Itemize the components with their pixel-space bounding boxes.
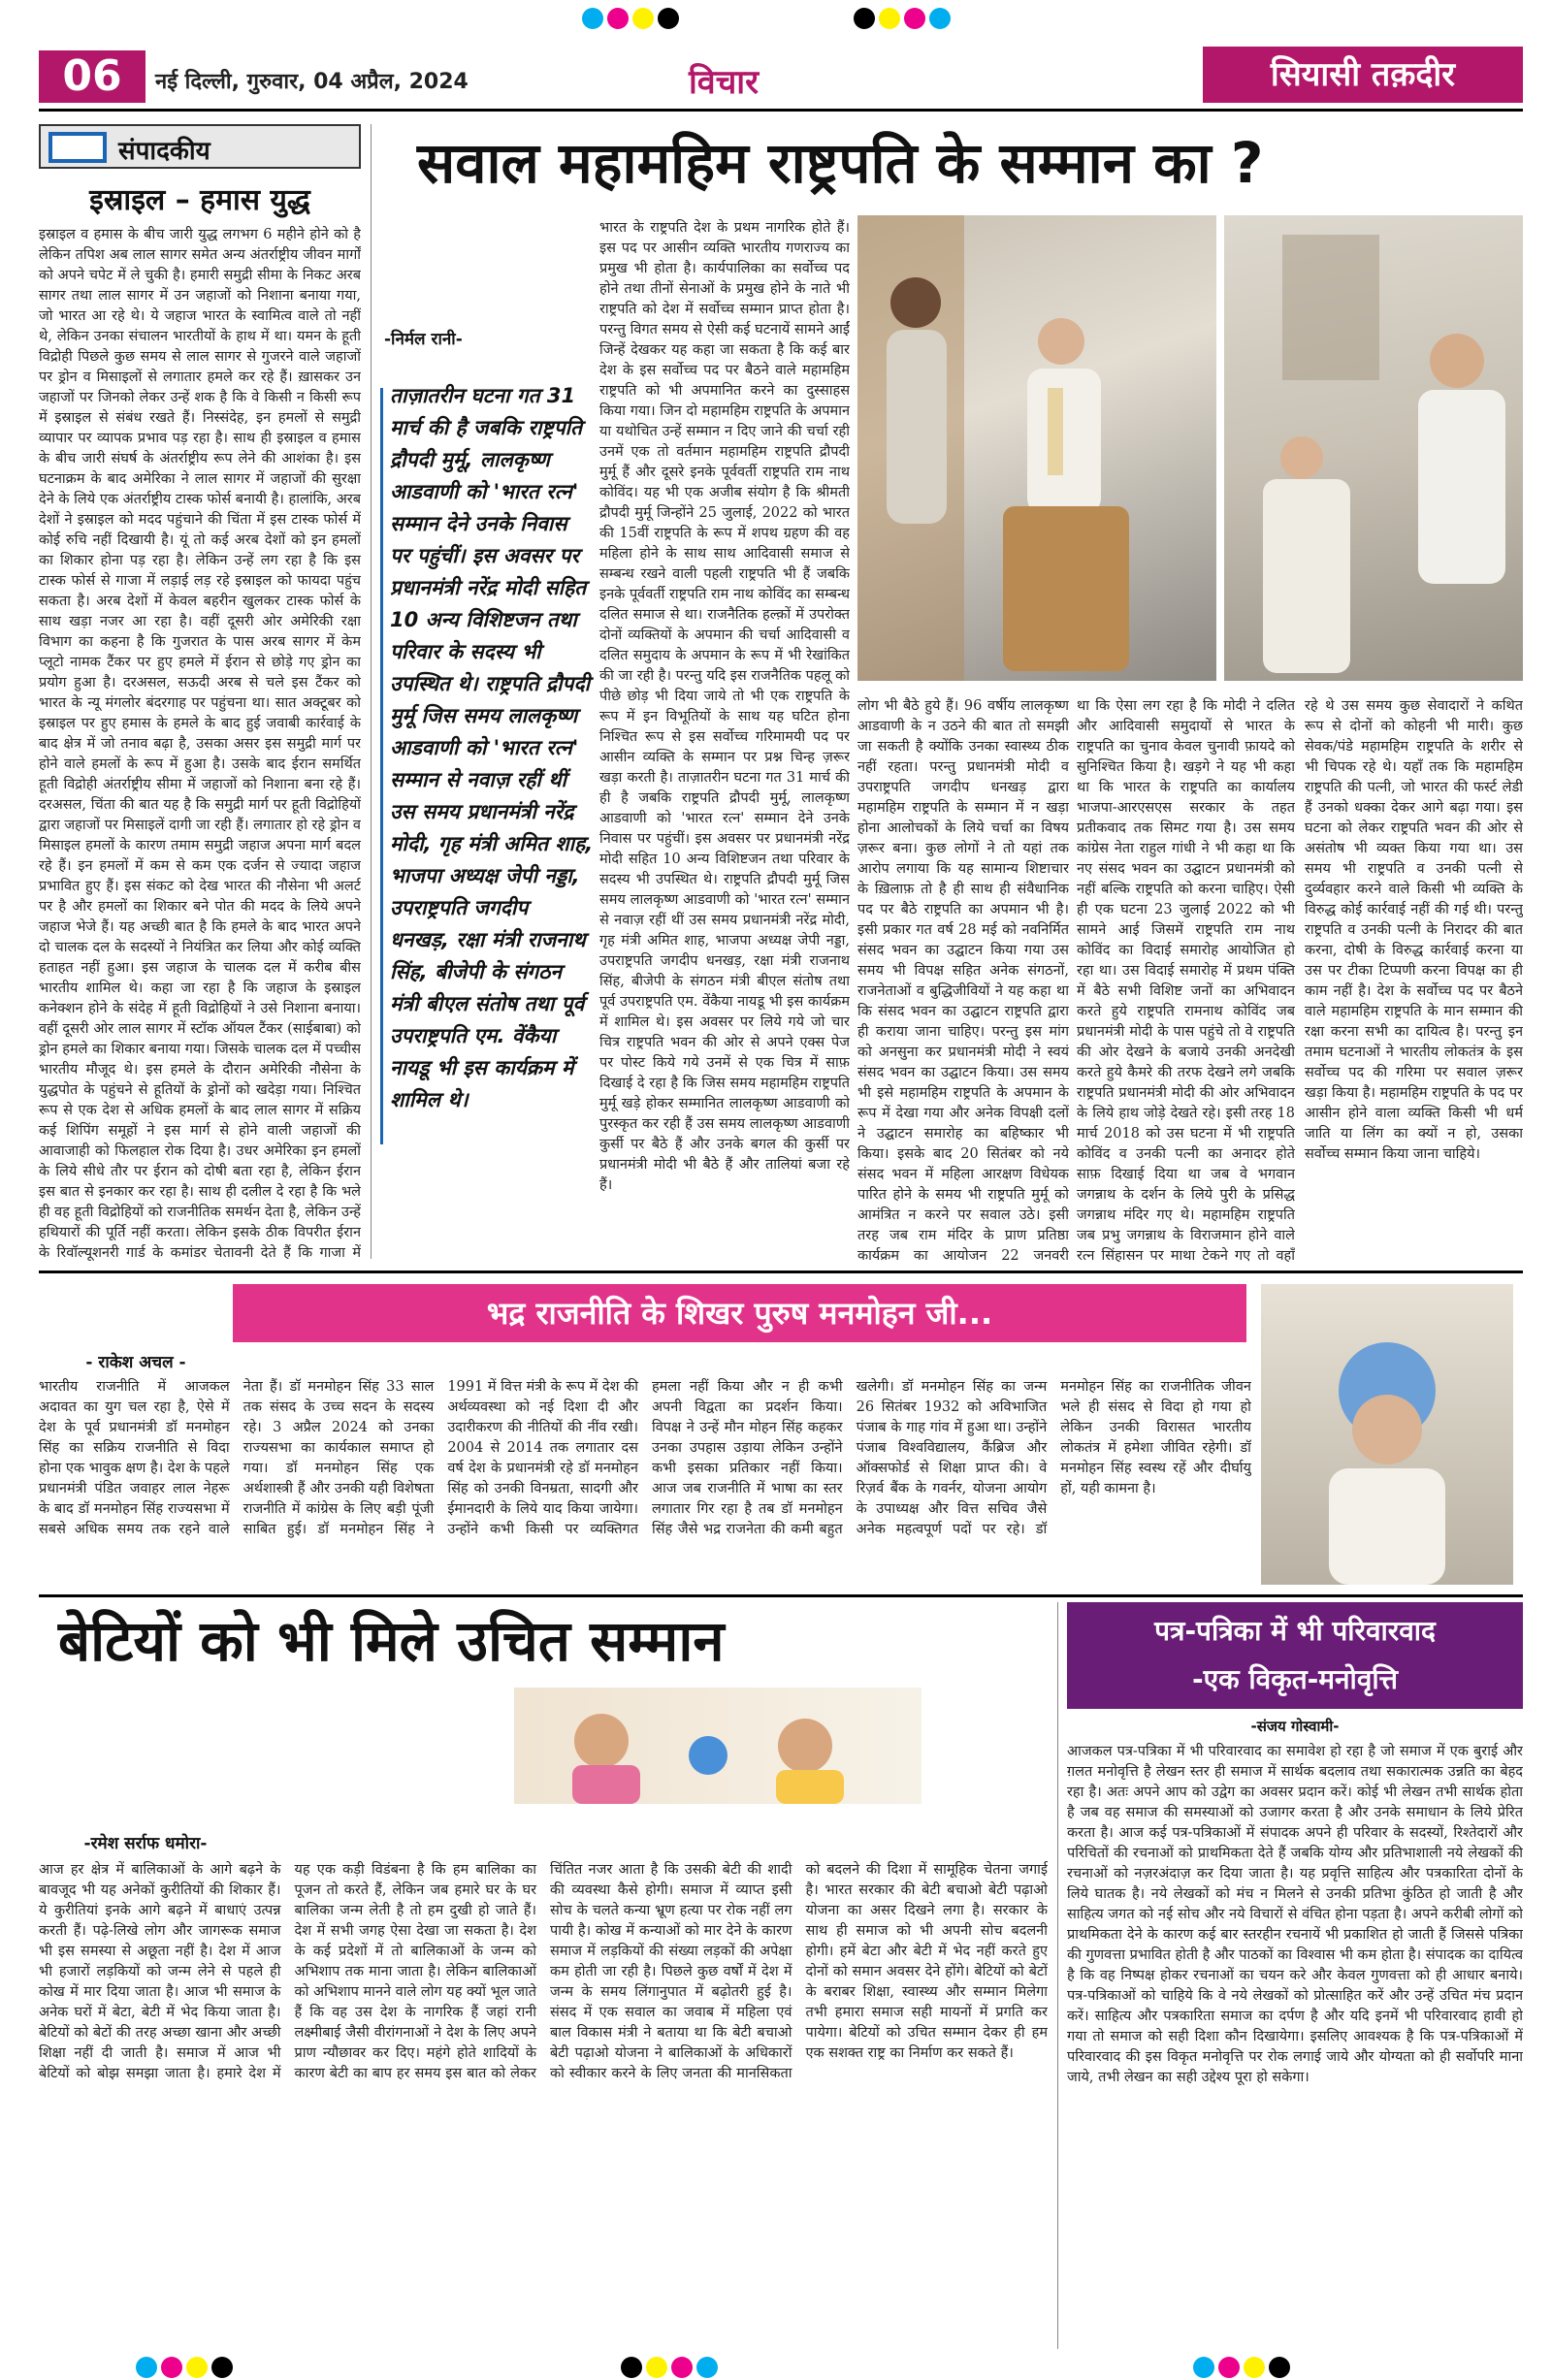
- section-rule-2: [39, 1594, 1523, 1597]
- photo-figures-2: [1224, 215, 1523, 681]
- registration-marks-bottom-right: [1193, 2357, 1290, 2378]
- manmohan-text-area: [39, 1377, 1251, 1591]
- pullquote-bar: [380, 388, 383, 1144]
- lead-byline: -निर्मल रानी-: [384, 330, 463, 349]
- column-divider: [371, 124, 372, 1259]
- photo-manmohan-figure: [1261, 1284, 1513, 1585]
- photo-children: [514, 1688, 922, 1804]
- dynasty-headline-line2: -एक विकृत-मनोवृत्ति: [1192, 1663, 1398, 1695]
- lead-pullquote: ताज़ातरीन घटना गत 31 मार्च की है जबकि राष्ट्रपति द्रौपदी मुर्मू, लालकृष्ण आडवाणी को 'भारत रत्न' सम्मान देने उनके निवास पर पहुंचीं। इस अवसर पर प्रधानमंत्री नरेंद्र मोदी सहित 10 अन्य विशिष्टजन तथा परिवार के सदस्य भी उपस्थित थे। राष्ट्रपति द्रौपदी मुर्मू जिस समय लालकृष्ण आडवाणी को 'भारत रत्न' सम्मान से नवाज़ रहीं थीं उस समय प्रधानमंत्री नरेंद्र मोदी, गृह मंत्री अमित शाह, भाजपा अध्यक्ष जेपी नड्डा, उपराष्ट्रपति जगदीप धनखड़, रक्षा मंत्री राजनाथ सिंह, बीजेपी के संगठन मंत्री बीएल संतोष तथा पूर्व उपराष्ट्रपति एम. वेंकैया नायडू भी इस कार्यक्रम में शामिल थे।: [390, 384, 594, 1111]
- manmohan-headline: भद्र राजनीति के शिखर पुरुष मनमोहन जी...: [233, 1284, 1246, 1342]
- photo-children-figures: [514, 1688, 922, 1804]
- daughters-byline: -रमेश सर्राफ धमोरा-: [83, 1834, 208, 1853]
- dynasty-headline-line1: पत्र-पत्रिका में भी परिवारवाद: [1154, 1615, 1436, 1647]
- registration-marks-right: [854, 8, 951, 29]
- photo-pm-modi: [1224, 215, 1523, 681]
- section-rule-1: [39, 1270, 1523, 1273]
- manmohan-byline: - राकेश अचल -: [85, 1353, 186, 1372]
- column-divider-2: [1057, 1602, 1058, 2349]
- lead-column-3: था कि ऐसा लग रहा है कि मोदी ने दलित और आदिवासी समुदायों से भारत के राष्ट्रपति का चुनाव केवल चुनावी फ़ायदे को सुनिश्चित किया है। खड़गे ने यह भी कहा था कि भारत के राष्ट्रपति का कार्यालय भाजपा-आरएसएस सरकार के तहत प्रतीकवाद तक सिमट गया है। उस समय कांग्रेस नेता राहुल गांधी ने भी कहा था कि नए संसद भवन का उद्घाटन प्रधानमंत्री को नहीं बल्कि राष्ट्रपति को करना चाहिए। ऐसी ही एक घटना 23 जुलाई 2022 को भी सामने आई जिसमें राष्ट्रपति राम नाथ कोविंद का विदाई समारोह आयोजित हो रहा था। उस विदाई समारोह में प्रथम पंक्ति में बैठे सभी विशिष्ट जनों का अभिवादन करते हुये राष्ट्रपति रामनाथ कोविंद जब प्रधानमंत्री मोदी के पास पहुंचे तो वे राष्ट्रपति की ओर देखने के बजाये उनकी अनदेखी करते हुये कैमरे की तरफ देखने लगे जबकि राष्ट्रपति प्रधानमंत्री मोदी की ओर अभिवादन के लिये हाथ जोड़े देखते रहे। इसी तरह 18 मार्च 2018 को उस घटना में भी राष्ट्रपति कोविंद व उनकी पत्नी का अनादर होते साफ़ दिखाई दिया था जब वे भगवान जगन्नाथ के दर्शन के लिये पुरी के प्रसिद्ध जगन्नाथ मंदिर गए थे। महामहिम राष्ट्रपति जब प्रभु जगन्नाथ के विराजमान होने वाले रत्न सिंहासन पर माथा टेकने गए तो वहाँ: [1077, 698, 1295, 1264]
- daughters-body: आज हर क्षेत्र में बालिकाओं के आगे बढ़ने के बावजूद भी यह अनेकों कुरीतियों की शिकार हैं। ये कुरीतियां इनके आगे बढ़ने में बाधाएं उत्पन्न करती हैं। पढ़े-लिखे लोग और जागरूक समाज भी इस समस्या से अछूता नहीं है। देश में आज भी हजारों लड़कियों को जन्म लेने से पहले ही कोख में मार दिया जाता है। आज भी समाज के अनेक घरों में बेटा, बेटी में भेद किया जाता है। बेटियों को बेटों की तरह अच्छा खाना और अच्छी शिक्षा नहीं दी जाती है। समाज में आज भी बेटियों को बोझ समझा जाता है। हमारे देश में यह एक कड़ी विडंबना है कि हम बालिका का पूजन तो करते हैं, लेकिन जब हमारे घर के घर बालिका जन्म लेती है तो हम दुखी हो जाते हैं। देश में सभी जगह ऐसा देखा जा सकता है। देश के कई प्रदेशों में तो बालिकाओं के जन्म को अभिशाप तक माना जाता है। लेकिन बालिकाओं को अभिशाप मानने वाले लोग यह क्यों भूल जाते हैं कि वह उस देश के नागरिक हैं जहां रानी लक्ष्मीबाई जैसी वीरांगनाओं ने देश के लिए अपने प्राण न्यौछावर कर दिए। महंगे होते शादियों के कारण बेटी का बाप हर समय इस बात को लेकर चिंतित नजर आता है कि उसकी बेटी की शादी की व्यवस्था कैसे होगी। समाज में व्याप्त इसी सोच के चलते कन्या भ्रूण हत्या पर रोक नहीं लग पायी है। कोख में कन्याओं को मार देने के कारण समाज में लड़कियों की संख्या लड़कों की अपेक्षा कम होती जा रही है। पिछले कुछ वर्षों में देश में जन्म के समय लिंगानुपात में बढ़ोतरी हुई है। संसद में एक सवाल का जवाब में महिला एवं बाल विकास मंत्री ने बताया था कि बेटी बचाओ बेटी पढ़ाओ योजना ने बालिकाओं के अधिकारों को स्वीकार करने के लिए जनता की मानसिकता को बदलने की दिशा में सामूहिक चेतना जगाई है। भारत सरकार की बेटी बचाओ बेटी पढ़ाओ योजना का असर दिखने लगा है। सरकार के साथ ही समाज को भी अपनी सोच बदलनी होगी। हमें बेटा और बेटी में भेद नहीं करते हुए दोनों को समान अवसर देने होंगे। बेटियों को बेटों के बराबर शिक्षा, स्वास्थ्य और सम्मान मिलेगा तभी हमारा समाज सही मायनों में प्रगति कर पायेगा। बेटियों को उचित सम्मान देकर ही हम एक सशक्त राष्ट्र का निर्माण कर सकते हैं।: [39, 1862, 1048, 2081]
- lead-column-2: लोग भी बैठे हुये हैं। 96 वर्षीय लालकृष्ण आडवाणी के न उठने की बात तो समझी जा सकती है क्योंकि उनका स्वास्थ्य ठीक नहीं रहता। परन्तु प्रधानमंत्री मोदी व उपराष्ट्रपति जगदीप धनखड़ द्वारा महामहिम राष्ट्रपति के सम्मान में न खड़ा होना आलोचकों के लिये चर्चा का विषय ज़रूर बना। कुछ लोगों ने तो यहां तक आरोप लगाया कि यह सामान्य शिष्टाचार के ख़िलाफ़ तो है ही साथ ही संवैधानिक पद पर बैठे राष्ट्रपति का अपमान भी है। इसी प्रकार गत वर्ष 28 मई को नवनिर्मित संसद भवन का उद्घाटन किया गया उस समय भी विपक्ष सहित अनेक संगठनों, राजनेताओं व बुद्धिजीवियों ने यह कहा था कि संसद भवन का उद्घाटन राष्ट्रपति द्वारा ही कराया जाना चाहिए। परन्तु इस मांग को अनसुना कर प्रधानमंत्री मोदी ने स्वयं संसद भवन का उद्घाटन किया। उस समय भी इसे महामहिम राष्ट्रपति के अपमान के रूप में देखा गया और अनेक विपक्षी दलों ने उद्घाटन समारोह का बहिष्कार भी किया। इसके बाद 20 सितंबर को नये संसद भवन में महिला आरक्षण विधेयक पारित होने के समय भी राष्ट्रपति मुर्मू को आमंत्रित न करने पर सवाल उठे। इसी तरह जब राम मंदिर के प्राण प्रतिष्ठा कार्यक्रम का आयोजन 22 जनवरी: [857, 698, 1069, 1264]
- editorial-label: संपादकीय: [118, 137, 210, 166]
- daughters-text-area: [39, 1860, 1048, 2350]
- page-header: [0, 0, 1552, 107]
- lead-column-1: भारत के राष्ट्रपति देश के प्रथम नागरिक होते हैं। इस पद पर आसीन व्यक्ति भारतीय गणराज्य का प्रमुख भी होता है। कार्यपालिका का सर्वोच्च पद होने तथा तीनों सेनाओं के प्रमुख होने के नाते भी राष्ट्रपति को देश में सर्वोच्च सम्मान प्राप्त होता है। परन्तु विगत समय से ऐसी कई घटनायें सामने आईं जिन्हें देखकर यह कहा जा सकता है कि कई बार देश के इस सर्वोच्च पद पर बैठने वाले महामहिम राष्ट्रपति को भी अपमानित करने का दुस्साहस किया गया। जिन दो महामहिम राष्ट्रपति के अपमान या यथोचित उन्हें सम्मान न दिए जाने की चर्चा रही उनमें एक तो वर्तमान महामहिम राष्ट्रपति द्रौपदी मुर्मू हैं और दूसरे इनके पूर्ववर्ती राष्ट्रपति राम नाथ कोविंद। यह भी एक अजीब संयोग है कि श्रीमती द्रौपदी मुर्मू जिन्होंने 25 जुलाई, 2022 को भारत की 15वीं राष्ट्रपति के रूप में शपथ ग्रहण की वह महिला होने के साथ साथ आदिवासी समाज से सम्बन्ध रखने वाली पहली राष्ट्रपति भी हैं जबकि इनके पूर्ववर्ती राष्ट्रपति राम नाथ कोविंद का सम्बन्ध दलित समाज से था। राजनैतिक हल्क़ों में उपरोक्त दोनों व्यक्तियों के अपमान की चर्चा आदिवासी व दलित समुदाय के अपमान के रूप में भी रेखांकित की जा रही है। परन्तु यदि इस राजनैतिक पहलू को पीछे छोड़ भी दिया जाये तो भी एक राष्ट्रपति के रूप में इन विभूतियों के साथ यह घटित होना निश्चित रूप से इस सर्वोच्च गरिमामयी पद पर आसीन व्यक्ति के सम्मान पर प्रश्न चिन्ह ज़रूर खड़ा करती है। ताज़ातरीन घटना गत 31 मार्च की ही है जबकि राष्ट्रपति द्रौपदी मुर्मू, लालकृष्ण आडवाणी को 'भारत रत्न' सम्मान देने उनके निवास पर पहुंचीं। इस अवसर पर प्रधानमंत्री नरेंद्र मोदी सहित 10 अन्य विशिष्टजन तथा परिवार के सदस्य भी उपस्थित थे। राष्ट्रपति द्रौपदी मुर्मू जिस समय लालकृष्ण आडवाणी को 'भारत रत्न' सम्मान से नवाज़ रहीं थीं उस समय प्रधानमंत्री नरेंद्र मोदी, गृह मंत्री अमित शाह, भाजपा अध्यक्ष जेपी नड्डा, उपराष्ट्रपति जगदीप धनखड़, रक्षा मंत्री राजनाथ सिंह, बीजेपी के संगठन मंत्री बीएल संतोष तथा पूर्व उपराष्ट्रपति एम. वेंकैया नायडू भी इस कार्यक्रम में शामिल थे। इस अवसर पर लिये गये जो चार चित्र राष्ट्रपति भवन की ओर से अपने एक्स पेज पर पोस्ट किये गये उनमें से एक चित्र में साफ़ दिखाई दे रहा है कि जिस समय महामहिम राष्ट्रपति मुर्मू खड़े होकर सम्मानित लालकृष्ण आडवाणी को पुरस्कृत कर रही हैं उस समय लालकृष्ण आडवाणी कुर्सी पर बैठे हैं और उनके बगल की कुर्सी पर प्रधानमंत्री मोदी भी बैठे हैं और तालियां बजा रहे हैं।: [599, 220, 850, 1193]
- page-number: 06: [39, 50, 146, 103]
- lead-column-4: रहे थे उस समय कुछ सेवादारों ने कथित रूप से दोनों को कोहनी भी मारी। कुछ सेवक/पंडे महामहिम राष्ट्रपति के शरीर से भी चिपक रहे थे। यहाँ तक कि महामहिम राष्ट्रपति की पत्नी, जो भारत की फर्स्ट लेडी हैं उनको धक्का देकर आगे बढ़ा गया। इस घटना को लेकर राष्ट्रपति भवन की ओर से असंतोष भी व्यक्त किया गया था। उस समय भी राष्ट्रपति व उनकी पत्नी से दुर्व्यवहार करने वाले किसी भी व्यक्ति के विरुद्ध कोई कार्रवाई नहीं की गई थी। परन्तु राष्ट्रपति व उनकी पत्नी के निरादर की बात करना, दोषी के विरुद्ध कार्रवाई करना या उस पर टीका टिप्पणी करना विपक्ष का ही काम नहीं है। देश के सर्वोच्च पद पर बैठने वाले महामहिम राष्ट्रपति के मान सम्मान की रक्षा करना सभी का दायित्व है। परन्तु इन तमाम घटनाओं ने भारतीय लोकतंत्र के इस सर्वोच्च पद की गरिमा पर सवाल ज़रूर खड़ा किया है। महामहिम राष्ट्रपति के पद पर आसीन होने वाला व्यक्ति किसी भी धर्म जाति या लिंग का क्यों न हो, उसका सर्वोच्च सम्मान किया जाना चाहिये।: [1305, 698, 1523, 1162]
- column-brand: सियासी तक़दीर: [1203, 47, 1523, 103]
- editorial-label-box: [39, 124, 361, 169]
- editorial-body: इस्राइल व हमास के बीच जारी युद्ध लगभग 6 महीने होने को है लेकिन तपिश अब लाल सागर समेत अन्य अंतर्राष्ट्रीय जीवन मार्गों को अपने चपेट में ले चुकी है। हमारी समुद्री सीमा के निकट अरब सागर तथा लाल सागर में उन जहाजों को निशाना बनाया गया, जो भारत आ रहे थे। ये जहाज भारत के स्वामित्व वाले तो नहीं थे, लेकिन उनका संचालन भारतीयों के हाथ में था। यमन के हूती विद्रोही पिछले कुछ समय से लाल सागर से गुजरने वाले जहाजों पर ड्रोन व मिसाइलों से लगातार हमले कर रहे हैं। ख़ासकर उन जहाजों पर जिनको लेकर उन्हें शक है कि वे किसी न किसी रूप में इस्राइल से संबंध रखते हैं। निस्संदेह, इन हमलों से समुद्री व्यापार पर व्यापक प्रभाव पड़ रहा है। साथ ही इस्राइल व हमास के बीच जारी संघर्ष के अंतर्राष्ट्रीय रूप लेने की आशंका है। इस घटनाक्रम के बाद अमेरिका ने लाल सागर में जहाजों की सुरक्षा देने के लिये एक अंतर्राष्ट्रीय टास्क फोर्स बनायी है। हालांकि, अरब देशों ने इस्राइल को मदद पहुंचाने की चिंता में इस टास्क फोर्स में कोई रुचि नहीं दिखायी है। यूं तो कई अरब देशों को इन हमलों का शिकार होना पड़ रहा है। लेकिन उन्हें लग रहा है कि इस टास्क फोर्स से गाजा में लड़ाई लड़ रहे इस्राइल को फायदा पहुंच सकता है। अरब देशों में केवल बहरीन खुलकर टास्क फोर्स के साथ खड़ा नजर आ रहा है। वहीं दूसरी ओर अमेरिकी रक्षा विभाग का कहना है कि गुजरात के पास अरब सागर में केम प्लूटो नामक टैंकर पर हुए हमले में ईरान से छोड़े गए ड्रोन का प्रयोग हुआ है। दरअसल, सऊदी अरब से चले इस टैंकर को भारत के न्यू मंगलोर बंदरगाह पर पहुंचना था। सात अक्टूबर को इस्राइल पर हुए हमास के हमले के बाद हुई जवाबी कार्रवाई के बाद क्षेत्र में जो तनाव बढ़ा है, उसका असर इस समुद्री मार्ग पर होने वाले हमलों के रूप में हुआ है। उसके बाद ईरान समर्थित हूती विद्रोही अंतर्राष्ट्रीय सीमा में जहाजों को निशाना बना रहे हैं। दरअसल, चिंता की बात यह है कि समुद्री मार्ग पर हूती विद्रोहियों द्वारा जहाजों पर मिसाइलें दागी जा रही हैं। लगातार हो रहे ड्रोन व मिसाइल हमलों के कारण तमाम समुद्री जहाज अपना मार्ग बदल रहे हैं। इन हमलों में कम से कम एक दर्जन से ज्यादा जहाज प्रभावित हुए हैं। इस संकट को देख भारत की नौसेना भी अलर्ट पर है और हमलों का शिकार बने पोत की मदद के लिये अपने जहाज भेजे हैं। यह अच्छी बात है कि हमले के बाद भारत अपने दो चालक दल के सदस्यों ने नियंत्रित कर लिया और कोई व्यक्ति हताहत नहीं हुआ। इस जहाज के चालक दल में करीब बीस भारतीय शामिल थे। कहा जा रहा है कि जहाज के इस्राइल कनेक्शन होने के संदेह में हूती विद्रोहियों ने उसे निशाना बनाया। वहीं दूसरी ओर लाल सागर में स्टॉक ऑयल टैंकर (साईबाबा) को ड्रोन हमले का शिकार बनाया गया। जिसके चालक दल में पच्चीस भारतीय मौजूद थे। इस हमले के दौरान अमेरिकी नौसेना के युद्धपोत के पहुंचने से हूतियों के ड्रोनों को खदेड़ा गया। निश्चित रूप से एक देश से अधिक हमलों के बाद लाल सागर में सक्रिय कई शिपिंग समूहों ने इस मार्ग से होने वाली जहाजों की आवाजाही को फिलहाल रोक दिया है। उधर अमेरिका इन हमलों के लिये सीधे तौर पर ईरान को दोषी बता रहा है, लेकिन ईरान इस बात से इनकार कर रहा है। साथ ही दलील दे रहा है कि भले ही वह हूती विद्रोहियों को राजनीतिक समर्थन देता है, लेकिन उन्हें हथियारों की पूर्ति नहीं करता। लेकिन इसके ठीक विपरीत ईरान के रिवॉल्यूशनरी गार्ड के कमांडर चेतावनी देते हैं कि गाजा में: [39, 227, 361, 1261]
- photo-manmohan-singh: [1261, 1284, 1513, 1585]
- editorial-title: इस्राइल – हमास युद्ध: [89, 183, 310, 217]
- lead-headline: सवाल महामहिम राष्ट्रपति के सम्मान का ?: [417, 130, 1264, 196]
- photo-president-advani: [857, 215, 1216, 681]
- photo-figures: [857, 215, 1216, 681]
- registration-marks-left: [582, 8, 679, 29]
- dynasty-byline: -संजय गोस्वामी-: [1250, 1718, 1340, 1735]
- daughters-headline: बेटियों को भी मिले उचित सम्मान: [58, 1608, 725, 1674]
- section-title: विचार: [689, 63, 760, 102]
- registration-marks-bottom-left: [136, 2357, 233, 2378]
- registration-marks-bottom-mid: [621, 2357, 718, 2378]
- editorial-icon: [48, 132, 107, 163]
- manmohan-body: भारतीय राजनीति में आजकल अदावत का युग चल रहा है, ऐसे में देश के पूर्व प्रधानमंत्री डॉ मनमोहन सिंह का सक्रिय राजनीति से विदा होना एक भावुक क्षण है। देश के पहले प्रधानमंत्री पंडित जवाहर लाल नेहरू के बाद डॉ मनमोहन सिंह राज्यसभा में सबसे अधिक समय तक रहने वाले नेता हैं। डॉ मनमोहन सिंह 33 साल तक संसद के उच्च सदन के सदस्य रहे। 3 अप्रैल 2024 को उनका राज्यसभा का कार्यकाल समाप्त हो गया। डॉ मनमोहन सिंह एक अर्थशास्त्री हैं और उनकी यही विशेषता राजनीति में कांग्रेस के लिए बड़ी पूंजी साबित हुई। डॉ मनमोहन सिंह ने 1991 में वित्त मंत्री के रूप में देश की अर्थव्यवस्था को नई दिशा दी और उदारीकरण की नीतियों की नींव रखी। 2004 से 2014 तक लगातार दस वर्ष देश के प्रधानमंत्री रहे डॉ मनमोहन सिंह को उनकी विनम्रता, सादगी और ईमानदारी के लिये याद किया जायेगा। उन्होंने कभी किसी पर व्यक्तिगत हमला नहीं किया और न ही कभी अपनी विद्वता का प्रदर्शन किया। विपक्ष ने उन्हें मौन मोहन सिंह कहकर उनका उपहास उड़ाया लेकिन उन्होंने कभी इसका प्रतिकार नहीं किया। आज जब राजनीति में भाषा का स्तर लगातार गिर रहा है तब डॉ मनमोहन सिंह जैसे भद्र राजनेता की कमी बहुत खलेगी। डॉ मनमोहन सिंह का जन्म 26 सितंबर 1932 को अविभाजित पंजाब के गाह गांव में हुआ था। उन्होंने पंजाब विश्वविद्यालय, कैंब्रिज और ऑक्सफोर्ड से शिक्षा प्राप्त की। वे रिज़र्व बैंक के गवर्नर, योजना आयोग के उपाध्यक्ष और वित्त सचिव जैसे अनेक महत्वपूर्ण पदों पर रहे। डॉ मनमोहन सिंह का राजनीतिक जीवन भले ही संसद से विदा हो गया हो लेकिन उनकी विरासत भारतीय लोकतंत्र में हमेशा जीवित रहेगी। डॉ मनमोहन सिंह स्वस्थ रहें और दीर्घायु हों, यही कामना है।: [39, 1379, 1251, 1537]
- issue-date: नई दिल्ली, गुरुवार, 04 अप्रैल, 2024: [155, 70, 469, 94]
- header-rule: [39, 109, 1523, 112]
- dynasty-body: आजकल पत्र-पत्रिका में भी परिवारवाद का समावेश हो रहा है जो समाज में एक बुराई और ग़लत मनोवृत्ति है लेखन स्तर ही समाज में सार्थक बदलाव तथा सकारात्मक उन्नति का बेहद रहा है। अतः अपने आप को उद्वेग का अवसर प्रदान करें। कोई भी लेखन तभी सार्थक होता है जब वह समाज की समस्याओं को उजागर करता है और उनके समाधान के लिये प्रेरित करता है। आज कई पत्र-पत्रिकाओं में संपादक अपने ही परिवार के सदस्यों, रिश्तेदारों और परिचितों की रचनाओं को प्राथमिकता देते हैं जबकि योग्य और प्रतिभाशाली नये लेखकों की रचनाओं को नज़रअंदाज़ कर दिया जाता है। यह प्रवृत्ति साहित्य और पत्रकारिता दोनों के लिये घातक है। नये लेखकों को मंच न मिलने से उनकी प्रतिभा कुंठित हो जाती है और साहित्य जगत को नई सोच और नये विचारों से वंचित होना पड़ता है। अपने करीबी लोगों को प्राथमिकता देने के कारण कई बार स्तरहीन रचनायें भी प्रकाशित हो जाती हैं जिससे पत्रिका की गुणवत्ता प्रभावित होती है और पाठकों का विश्वास भी कम होता है। संपादक का दायित्व है कि वह निष्पक्ष होकर रचनाओं का चयन करे और केवल गुणवत्ता को ही आधार बनाये। पत्र-पत्रिकाओं को चाहिये कि वे नये लेखकों को प्रोत्साहित करें और उन्हें उचित मंच प्रदान करें। साहित्य और पत्रकारिता समाज का दर्पण है और यदि इनमें भी परिवारवाद हावी हो गया तो समाज को सही दिशा कौन दिखायेगा। इसलिए आवश्यक है कि पत्र-पत्रिकाओं में परिवारवाद की इस विकृत मनोवृत्ति पर रोक लगाई जाये और योग्यता को ही सर्वोपरि माना जाये, तभी लेखन का सही उद्देश्य पूरा हो सकेगा।: [1067, 1744, 1523, 2085]
- dynasty-headline: [1067, 1602, 1523, 1709]
